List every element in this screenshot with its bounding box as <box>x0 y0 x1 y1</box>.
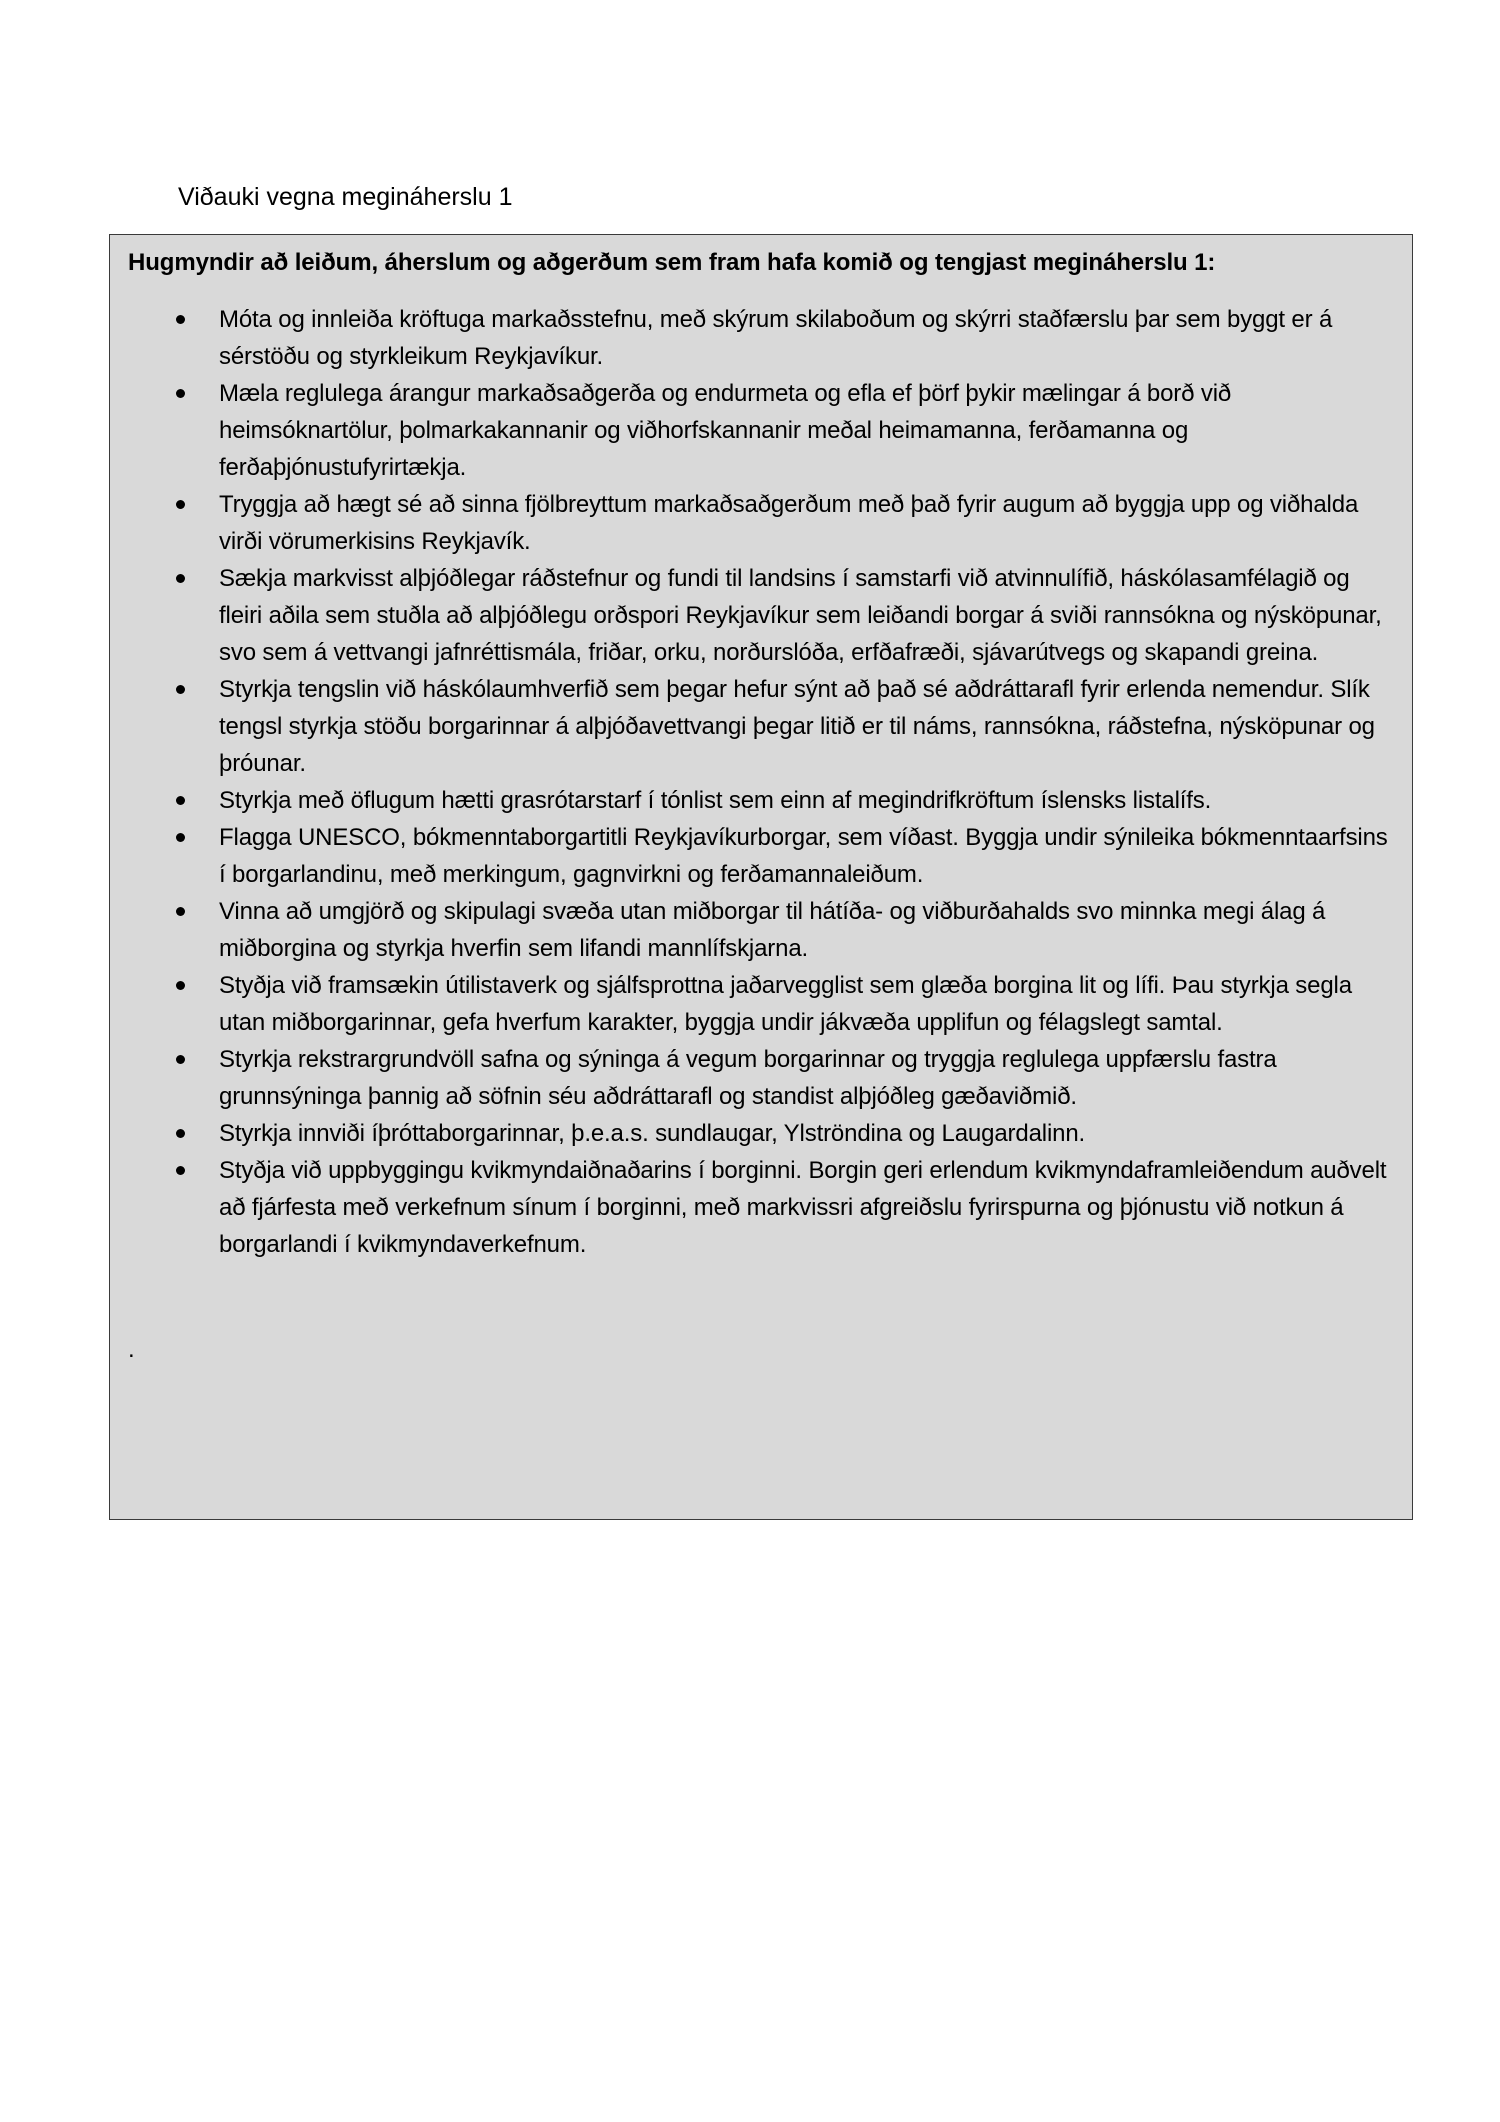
list-item-text: Mæla reglulega árangur markaðsaðgerða og endurmeta og efla ef þörf þykir mælingar á borð við heimsóknartölur, þolmarkakannanir og viðhorfskannanir meðal heimamanna, ferðamanna og ferðaþjónustufyrirtækja. <box>219 380 1232 481</box>
list-item <box>110 819 1412 893</box>
bullet-icon <box>176 796 185 805</box>
list-item <box>110 375 1412 486</box>
list-item-text: Vinna að umgjörð og skipulagi svæða utan miðborgar til hátíða- og viðburðahalds svo minnka megi álag á miðborgina og styrkja hverfin sem lifandi mannlífskjarna. <box>219 898 1326 962</box>
bullet-icon <box>176 1129 185 1138</box>
page-heading: Viðauki vegna megináherslu 1 <box>178 183 513 211</box>
bullet-icon <box>176 1055 185 1064</box>
bullet-icon <box>176 685 185 694</box>
bullet-icon <box>176 500 185 509</box>
list-item-text: Tryggja að hægt sé að sinna fjölbreyttum markaðsaðgerðum með það fyrir augum að byggja upp og viðhalda virði vörumerkisins Reykjavík. <box>219 491 1359 555</box>
list-item-text: Styrkja rekstrargrundvöll safna og sýninga á vegum borgarinnar og tryggja reglulega uppfærslu fastra grunnsýninga þannig að söfnin séu aðdráttarafl og standist alþjóðleg gæðaviðmið. <box>219 1046 1277 1110</box>
bullet-icon <box>176 389 185 398</box>
list-item-text: Styðja við framsækin útilistaverk og sjálfsprottna jaðarvegglist sem glæða borgina lit og lífi. Þau styrkja segla utan miðborgarinnar, gefa hverfum karakter, byggja undir jákvæða upplifun og félagslegt samtal. <box>219 972 1352 1036</box>
bullet-icon <box>176 981 185 990</box>
list-item <box>110 1041 1412 1115</box>
bullet-icon <box>176 833 185 842</box>
list-item-text: Styrkja með öflugum hætti grasrótarstarf í tónlist sem einn af megindrifkröftum íslensks listalífs. <box>219 787 1212 814</box>
ideas-box <box>109 234 1413 1520</box>
ideas-list <box>110 301 1412 1263</box>
list-item <box>110 1152 1412 1263</box>
list-item-text: Flagga UNESCO, bókmenntaborgartitli Reykjavíkurborgar, sem víðast. Byggja undir sýnileika bókmenntaarfsins í borgarlandinu, með merkingum, gagnvirkni og ferðamannaleiðum. <box>219 824 1388 888</box>
list-item-text: Styrkja innviði íþróttaborgarinnar, þ.e.a.s. sundlaugar, Ylströndina og Laugardalinn. <box>219 1120 1086 1147</box>
list-item <box>110 893 1412 967</box>
list-item <box>110 782 1412 819</box>
list-item-text: Styðja við uppbyggingu kvikmyndaiðnaðarins í borginni. Borgin geri erlendum kvikmyndaframleiðendum auðvelt að fjárfesta með verkefnum sínum í borginni, með markvissri afgreiðslu fyrirspurna og þjónustu við notkun á borgarlandi í kvikmyndaverkefnum. <box>219 1157 1387 1258</box>
bullet-icon <box>176 574 185 583</box>
bullet-icon <box>176 315 185 324</box>
list-item <box>110 671 1412 782</box>
list-item-text: Styrkja tengslin við háskólaumhverfið sem þegar hefur sýnt að það sé aðdráttarafl fyrir erlenda nemendur. Slík tengsl styrkja stöðu borgarinnar á alþjóðavettvangi þegar litið er til náms, rannsókna, ráðstefna, nýsköpunar og þróunar. <box>219 676 1375 777</box>
list-item <box>110 967 1412 1041</box>
box-heading: Hugmyndir að leiðum, áherslum og aðgerðum sem fram hafa komið og tengjast megináherslu 1: <box>128 249 1216 276</box>
list-item <box>110 301 1412 375</box>
bullet-icon <box>176 907 185 916</box>
list-item-text: Sækja markvisst alþjóðlegar ráðstefnur og fundi til landsins í samstarfi við atvinnulífið, háskólasamfélagið og fleiri aðila sem stuðla að alþjóðlegu orðspori Reykjavíkur sem leiðandi borgar á sviði rannsókna og nýsköpunar, svo sem á vettvangi jafnréttismála, friðar, orku, norðurslóða, erfðafræði, sjávarútvegs og skapandi greina. <box>219 565 1382 666</box>
list-item <box>110 486 1412 560</box>
list-item <box>110 1115 1412 1152</box>
list-item-text: Móta og innleiða kröftuga markaðsstefnu, með skýrum skilaboðum og skýrri staðfærslu þar sem byggt er á sérstöðu og styrkleikum Reykjavíkur. <box>219 306 1333 370</box>
list-item <box>110 560 1412 671</box>
trailing-period: . <box>128 1336 135 1363</box>
bullet-icon <box>176 1166 185 1175</box>
